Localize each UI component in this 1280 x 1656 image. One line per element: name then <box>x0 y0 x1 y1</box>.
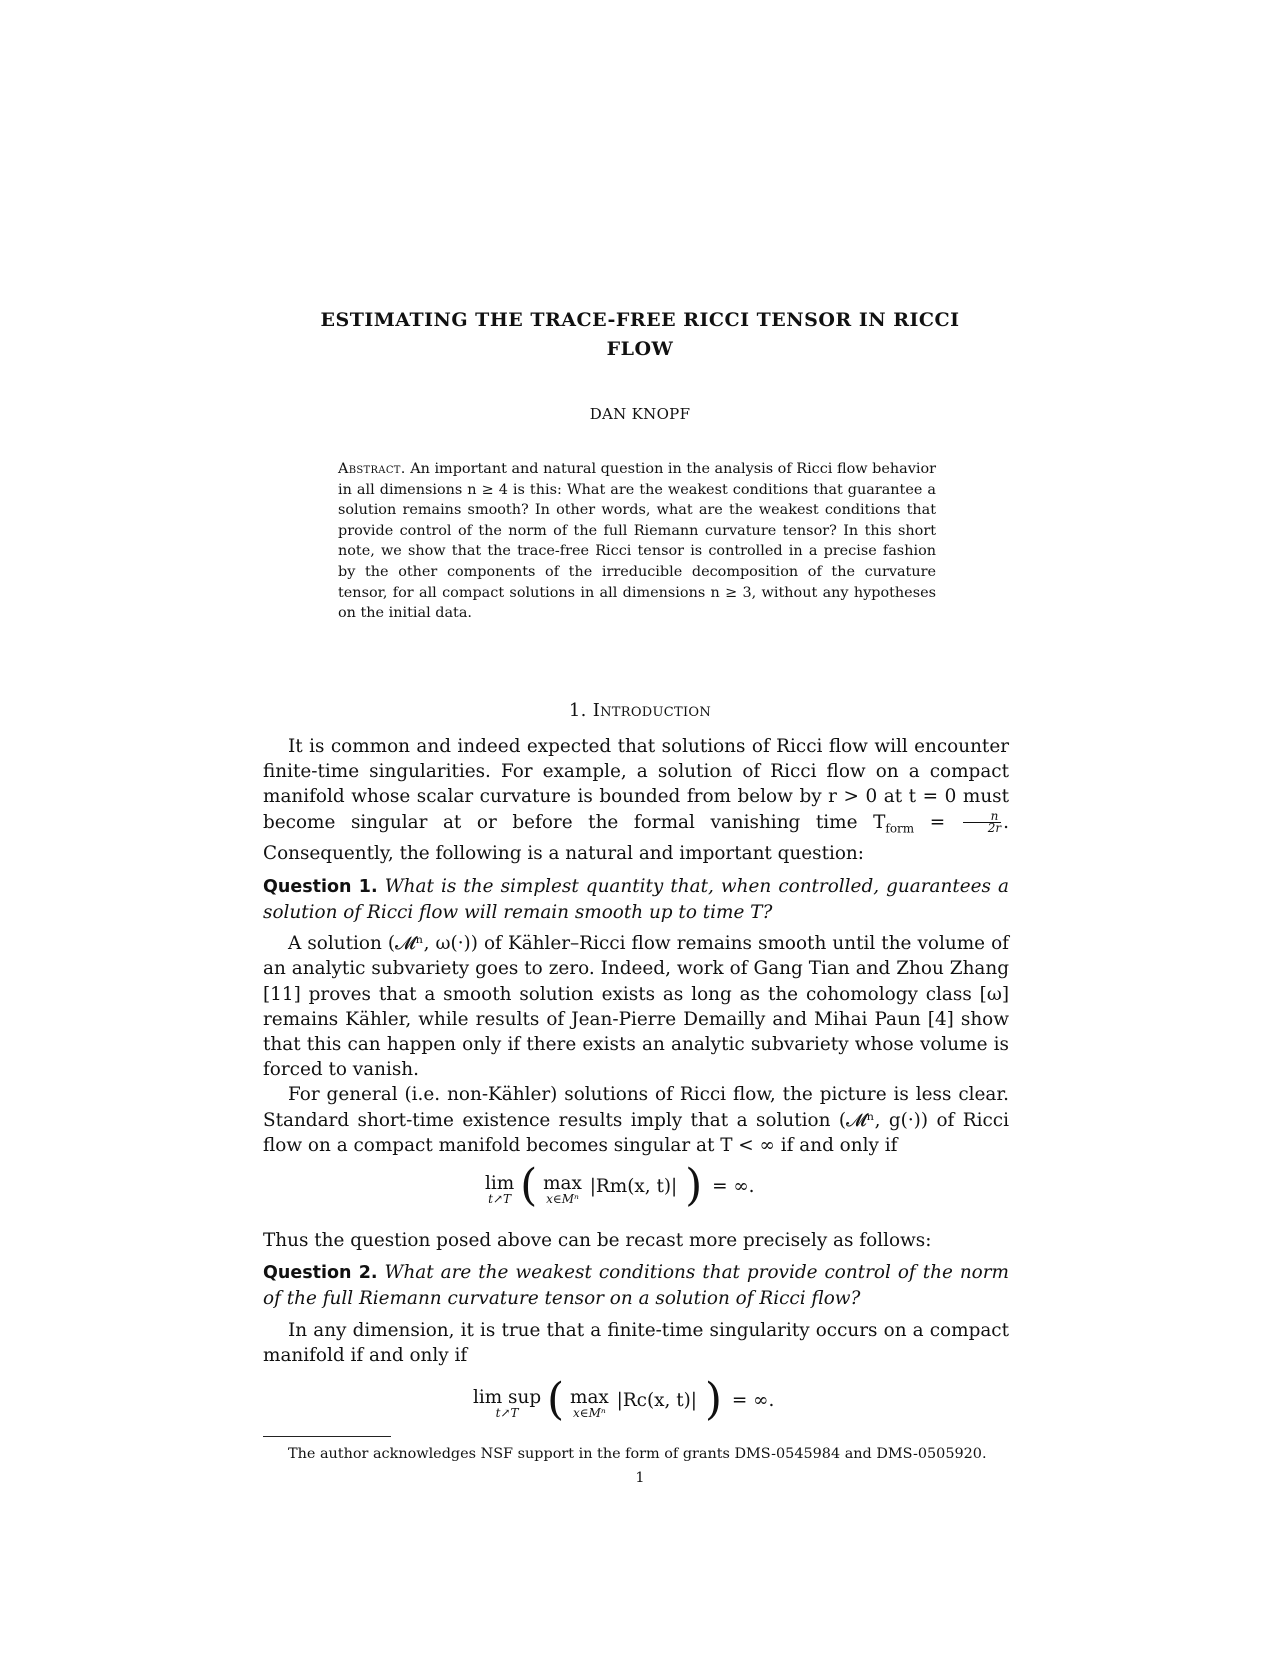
equation-1-limit <box>485 1174 514 1205</box>
paragraph-1-part-b: . Consequently, the following is a natural and important question: <box>263 811 1009 865</box>
equation-2-content <box>473 1373 775 1425</box>
equation-1-rhs: = ∞. <box>712 1175 755 1197</box>
equation-1-body: |Rm(x, t)| <box>589 1175 678 1197</box>
equation-1-max-subscript: x∈Mⁿ <box>546 1191 579 1206</box>
title-line-1: ESTIMATING THE TRACE-FREE RICCI TENSOR IN RICCI <box>320 309 960 331</box>
equation-2 <box>263 1373 1009 1440</box>
equation-2-body: |Rc(x, t)| <box>616 1389 697 1411</box>
equation-1-left-paren: ( <box>520 1159 538 1211</box>
abstract-label: Abstract. <box>338 461 406 477</box>
paragraph-3: For general (i.e. non-Kähler) solutions of Ricci flow, the picture is less clear. Standard short-time existence results imply that a solution (𝓜ⁿ, g(·)) of Ricci flow on a compact manifold becomes singular at T < ∞ if and only if <box>263 1084 1009 1156</box>
paragraph-1-equals: = <box>914 811 961 833</box>
fraction-numerator: n <box>963 811 1001 823</box>
footnote: The author acknowledges NSF support in the form of grants DMS-0545984 and DMS-0505920. <box>288 1446 987 1462</box>
equation-2-limsup-text: lim sup <box>473 1386 542 1408</box>
fraction-denominator: 2r <box>987 821 1002 836</box>
equation-1-content <box>485 1159 755 1211</box>
question-2-label: Question 2. <box>263 1263 378 1284</box>
author-name: DAN KNOPF <box>589 405 691 423</box>
paragraph-5: In any dimension, it is true that a finite-time singularity occurs on a compact manifold if and only if <box>263 1319 1009 1366</box>
paragraph-1 <box>263 734 1009 867</box>
equation-1-lim-subscript: t↗T <box>488 1191 512 1206</box>
equation-2-max-subscript: x∈Mⁿ <box>572 1405 606 1420</box>
question-1-label: Question 1. <box>263 876 378 897</box>
paragraph-2: A solution (𝓜ⁿ, ω(·)) of Kähler–Ricci flow remains smooth until the volume of an analytic subvariety goes to zero. Indeed, work of Gang Tian and Zhou Zhang [11] proves that a smooth solution exists as long as the cohomology class [ω] remains Kähler, while results of Jean-Pierre Demailly and Mihai Paun [4] show that this can happen only if there exists an analytic subvariety whose volume is forced to vanish. <box>263 933 1009 1081</box>
equation-2-limsup <box>473 1388 541 1419</box>
question-2-text: What are the weakest conditions that provide control of the norm of the full Riemann curvature tensor on a solution of Ricci flow? <box>263 1262 1009 1310</box>
section-title: 1. Introduction <box>568 700 712 721</box>
paragraph-1-subscript: form <box>885 821 915 836</box>
body-text <box>263 734 1009 1442</box>
equation-2-left-paren: ( <box>546 1373 565 1425</box>
paper-title <box>250 306 1030 364</box>
paragraph-4: Thus the question posed above can be recast more precisely as follows: <box>263 1229 932 1251</box>
equation-2-max <box>570 1388 609 1419</box>
question-1 <box>263 874 1009 925</box>
equation-1-right-paren: ) <box>685 1159 703 1211</box>
paragraph-1-fraction <box>963 811 1001 834</box>
abstract-text: An important and natural question in the analysis of Ricci flow behavior in all dimensions n ≥ 4 is this: What are the weakest conditions that guarantee a solution remains smooth? In other words, what are the weakest conditions that provide control of the norm of the full Riemann curvature tensor? In this short note, we show that the trace-free Ricci tensor is controlled in a precise fashion by the other components of the irreducible decomposition of the curvature tensor, for all compact solutions in all dimensions n ≥ 3, without any hypotheses on the initial data. <box>338 461 936 622</box>
section-heading <box>0 700 1280 721</box>
question-1-text: What is the simplest quantity that, when controlled, guarantees a solution of Ricci flow will remain smooth up to time T? <box>263 875 1009 923</box>
equation-1-max <box>543 1174 582 1205</box>
equation-1 <box>263 1159 1009 1226</box>
abstract <box>338 459 936 624</box>
paragraph-1-part-a: It is common and indeed expected that solutions of Ricci flow will encounter finite-time singularities. For example, a solution of Ricci flow on a compact manifold whose scalar curvature is bounded from below by r > 0 at t = 0 must become singular at or before the formal vanishing time T <box>263 736 1009 833</box>
page-number: 1 <box>635 1470 645 1486</box>
equation-1-lim-text: lim <box>485 1172 515 1194</box>
equation-2-limsup-subscript: t↗T <box>495 1405 519 1420</box>
question-2 <box>263 1260 1009 1311</box>
equation-1-max-text: max <box>543 1172 582 1194</box>
equation-2-right-paren: ) <box>704 1373 723 1425</box>
equation-2-rhs: = ∞. <box>731 1389 775 1411</box>
equation-2-max-text: max <box>570 1386 609 1408</box>
footnote-rule <box>263 1436 391 1437</box>
title-line-2: FLOW <box>606 338 674 360</box>
